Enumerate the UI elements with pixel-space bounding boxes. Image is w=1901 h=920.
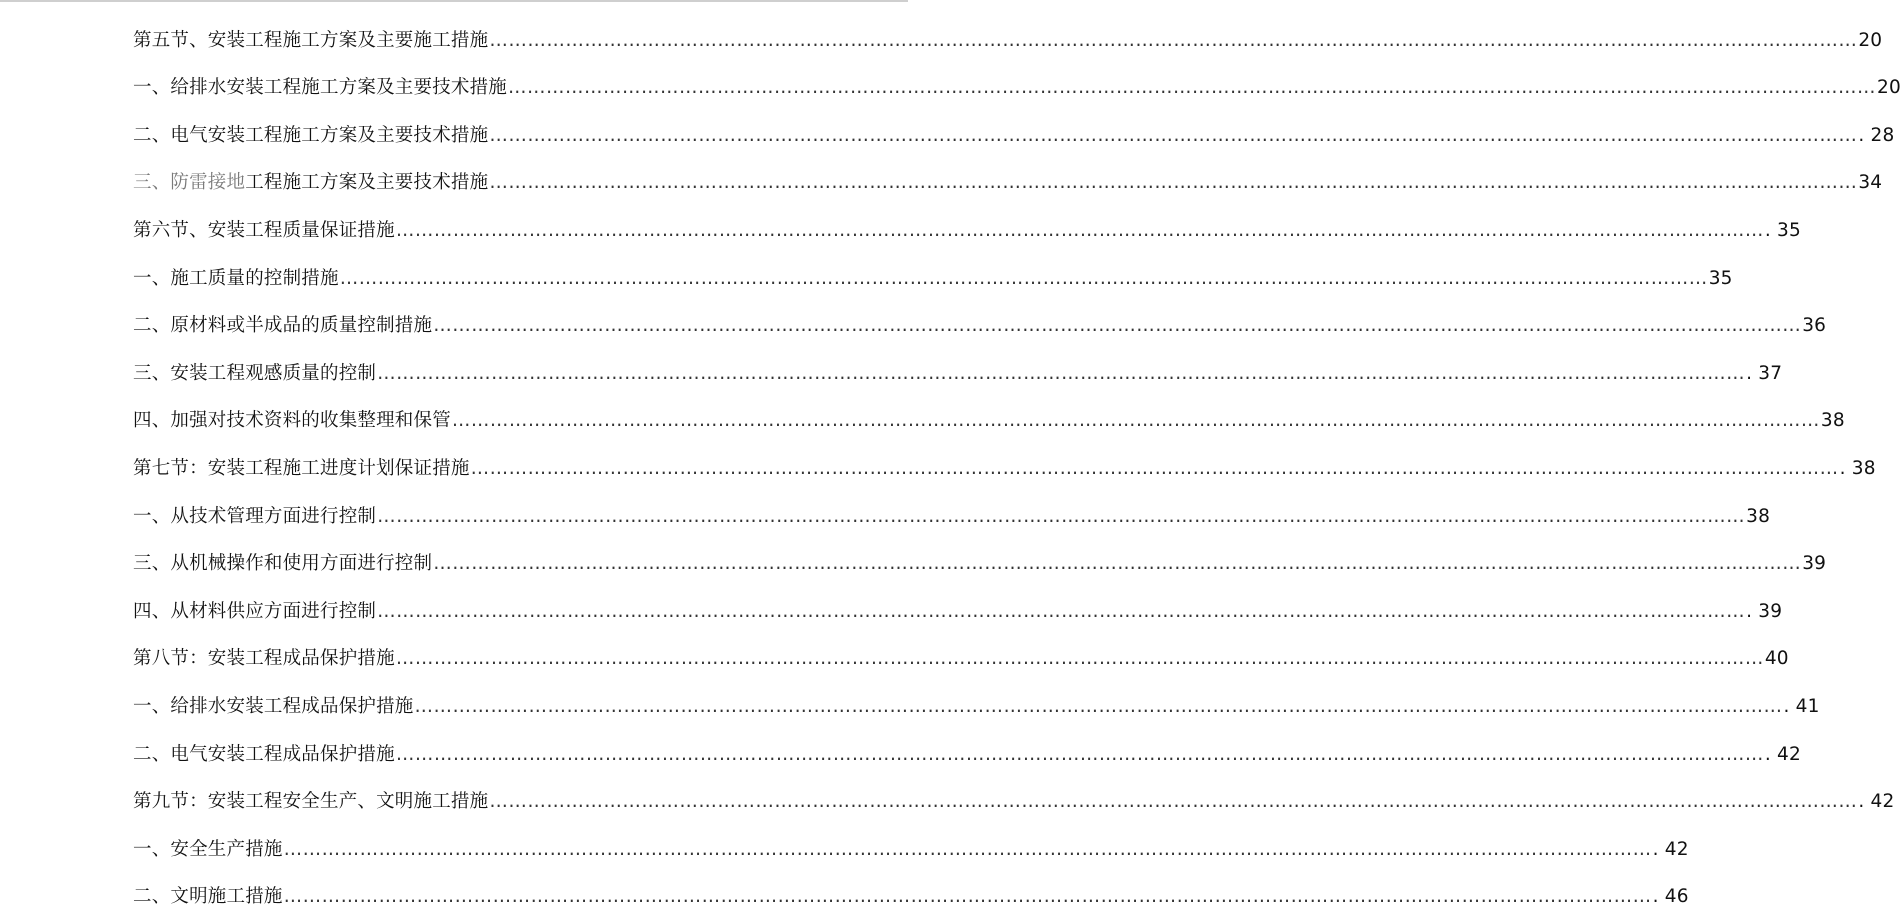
toc-entry-title-text: 第五节、安装工程施工方案及主要施工措施 <box>133 29 489 51</box>
toc-entry-page-number: 38 <box>1820 410 1845 432</box>
toc-entry-title <box>133 886 283 908</box>
toc-dot-leader: ……………………………………………………………………………………………………………………………………………………………………………………………… <box>451 410 1820 432</box>
toc-entry-title-text: 一、施工质量的控制措施 <box>133 267 339 289</box>
toc-entry-title <box>133 601 376 623</box>
toc-entry-title-text: 一、从技术管理方面进行控制 <box>133 505 377 527</box>
toc-entry-title-text: 第六节、安装工程质量保证措施 <box>133 219 395 241</box>
toc-dot-leader: ……………………………………………………………………………………………………………………………………………………………………………………………… <box>283 886 1652 908</box>
toc-entry-page-number: . 38 <box>1839 457 1876 479</box>
toc-entry-title-text: 四、加强对技术资料的收集整理和保管 <box>133 410 451 432</box>
toc-entry-title <box>133 791 488 813</box>
toc-entry-page-number: . 42 <box>1652 838 1689 860</box>
toc-entry-page-number: . 35 <box>1764 219 1801 241</box>
toc-entry-page-number: . 41 <box>1783 695 1820 717</box>
toc-entry[interactable] <box>133 111 1895 159</box>
toc-entry[interactable] <box>133 349 1783 397</box>
toc-entry-title <box>133 744 395 766</box>
toc-entry[interactable] <box>133 159 1883 207</box>
toc-dot-leader: ……………………………………………………………………………………………………………………………………………………………………………………………… <box>489 791 1858 813</box>
toc-entry[interactable] <box>133 730 1801 778</box>
toc-dot-leader: ……………………………………………………………………………………………………………………………………………………………………………………………… <box>395 219 1764 241</box>
toc-entry-title <box>133 458 470 480</box>
toc-entry[interactable] <box>133 635 1789 683</box>
toc-entry-title-text: 二、电气安装工程施工方案及主要技术措施 <box>133 124 489 146</box>
toc-entry-title-text: 三、安装工程观感质量的控制 <box>133 362 377 384</box>
toc-dot-leader: ……………………………………………………………………………………………………………………………………………………………………………………………… <box>283 838 1652 860</box>
toc-dot-leader: ……………………………………………………………………………………………………………………………………………………………………………………………… <box>414 695 1783 717</box>
toc-entry-title <box>133 553 432 575</box>
toc-entry-title-text: 一、安全生产措施 <box>133 838 283 860</box>
toc-entry-page-number: . 46 <box>1652 886 1689 908</box>
toc-entry-page-number: 20 <box>1877 77 1901 99</box>
toc-entry-title-text: 二、电气安装工程成品保护措施 <box>133 743 395 765</box>
toc-entry-title-text: 二、文明施工措施 <box>133 886 283 908</box>
toc-entry[interactable] <box>133 16 1883 64</box>
toc-entry-title <box>133 220 395 242</box>
toc-entry-title <box>133 30 488 52</box>
toc-entry-page-number: . 28 <box>1858 124 1895 146</box>
toc-dot-leader: ……………………………………………………………………………………………………………………………………………………………………………………………… <box>470 457 1839 479</box>
toc-entry-title <box>133 315 432 337</box>
toc-entry-page-number: . 37 <box>1746 362 1783 384</box>
toc-dot-leader: ……………………………………………………………………………………………………………………………………………………………………………………………… <box>395 743 1764 765</box>
toc-entry[interactable] <box>133 778 1895 826</box>
toc-entry-page-number: . 42 <box>1858 791 1895 813</box>
toc-entry-page-number: 38 <box>1746 505 1771 527</box>
toc-entry-title-text: 一、给排水安装工程施工方案及主要技术措施 <box>133 77 508 99</box>
toc-entry-title-text: 三、从机械操作和使用方面进行控制 <box>133 553 433 575</box>
toc-dot-leader: ……………………………………………………………………………………………………………………………………………………………………………………………… <box>489 172 1858 194</box>
toc-entry-title-text: 工程施工方案及主要技术措施 <box>245 172 489 194</box>
toc-entry-title-text: 第九节：安装工程安全生产、文明施工措施 <box>133 791 489 813</box>
toc-entry-page-number: 36 <box>1802 315 1827 337</box>
toc-entry-title <box>133 125 488 147</box>
toc-entry-title <box>133 363 376 385</box>
toc-entry-title <box>133 696 414 718</box>
toc-dot-leader: ……………………………………………………………………………………………………………………………………………………………………………………………… <box>339 267 1708 289</box>
toc-entry[interactable] <box>133 206 1801 254</box>
toc-dot-leader: ……………………………………………………………………………………………………………………………………………………………………………………………… <box>433 553 1802 575</box>
toc-entry[interactable] <box>133 540 1827 588</box>
toc-entry[interactable] <box>133 302 1827 350</box>
toc-entry-title <box>133 410 451 432</box>
toc-entry[interactable] <box>133 444 1876 492</box>
table-of-contents <box>133 16 1901 920</box>
toc-dot-leader: ……………………………………………………………………………………………………………………………………………………………………………………………… <box>377 362 1746 384</box>
toc-dot-leader: ……………………………………………………………………………………………………………………………………………………………………………………………… <box>433 315 1802 337</box>
toc-entry[interactable] <box>133 64 1901 112</box>
toc-entry-page-number: . 42 <box>1764 743 1801 765</box>
toc-dot-leader: ……………………………………………………………………………………………………………………………………………………………………………………………… <box>508 77 1877 99</box>
toc-entry-page-number: 34 <box>1858 172 1883 194</box>
toc-entry-page-number: 39 <box>1802 553 1827 575</box>
toc-entry[interactable] <box>133 587 1783 635</box>
toc-entry-title <box>133 77 507 99</box>
toc-dot-leader: ……………………………………………………………………………………………………………………………………………………………………………………………… <box>377 600 1746 622</box>
toc-entry-title <box>133 648 395 670</box>
toc-dot-leader: ……………………………………………………………………………………………………………………………………………………………………………………………… <box>489 124 1858 146</box>
toc-entry-page-number: 35 <box>1708 267 1733 289</box>
top-border-line <box>0 0 908 2</box>
toc-entry-page-number: 20 <box>1858 29 1883 51</box>
toc-entry-title <box>133 268 339 290</box>
toc-entry-title <box>133 839 283 861</box>
toc-entry-title <box>133 172 488 194</box>
toc-entry-title <box>133 506 376 528</box>
toc-entry[interactable] <box>133 873 1689 920</box>
toc-entry-title-text: 四、从材料供应方面进行控制 <box>133 600 377 622</box>
toc-entry-title-text: 第七节：安装工程施工进度计划保证措施 <box>133 457 470 479</box>
toc-entry[interactable] <box>133 397 1845 445</box>
toc-entry-page-number: . 39 <box>1746 600 1783 622</box>
toc-dot-leader: ……………………………………………………………………………………………………………………………………………………………………………………………… <box>489 29 1858 51</box>
toc-entry-title-text: 二、原材料或半成品的质量控制措施 <box>133 315 433 337</box>
toc-dot-leader: ……………………………………………………………………………………………………………………………………………………………………………………………… <box>377 505 1746 527</box>
toc-entry-title-faded-part: 三、防雷接地 <box>133 172 246 194</box>
toc-entry-title-text: 第八节：安装工程成品保护措施 <box>133 648 395 670</box>
toc-dot-leader: ……………………………………………………………………………………………………………………………………………………………………………………………… <box>395 648 1764 670</box>
toc-entry[interactable] <box>133 492 1771 540</box>
toc-entry-title-text: 一、给排水安装工程成品保护措施 <box>133 695 414 717</box>
toc-entry[interactable] <box>133 254 1733 302</box>
toc-entry-page-number: 40 <box>1764 648 1789 670</box>
toc-entry[interactable] <box>133 682 1820 730</box>
toc-entry[interactable] <box>133 825 1689 873</box>
